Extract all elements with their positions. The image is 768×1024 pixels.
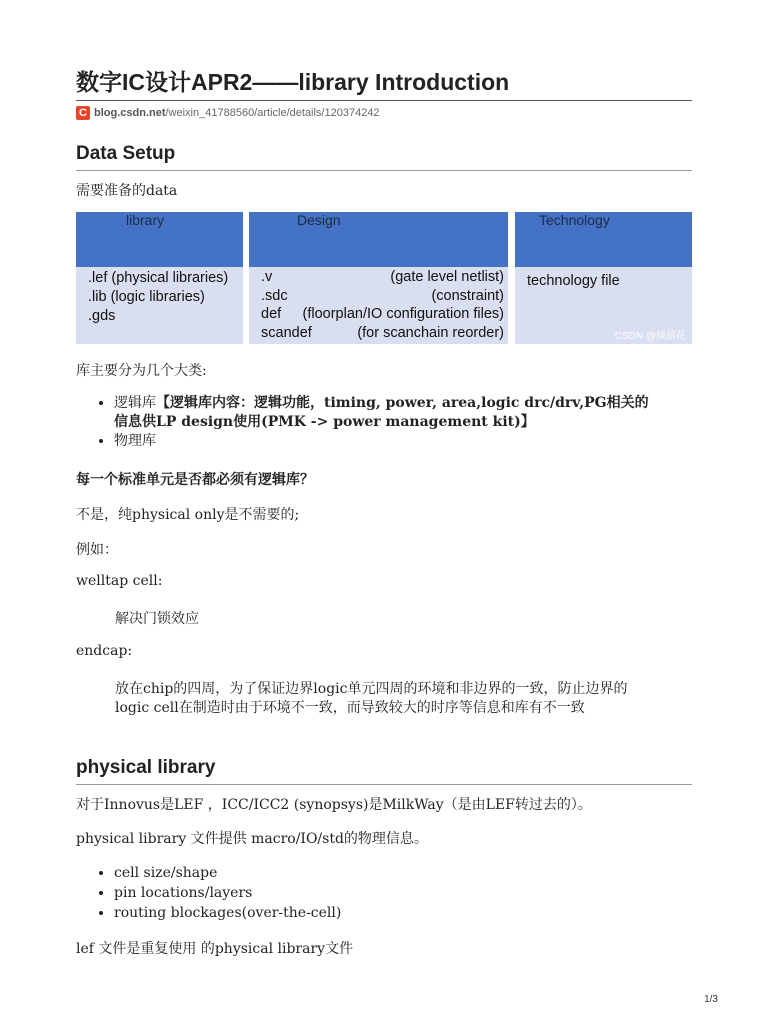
table-cell: .lib (logic libraries) bbox=[88, 289, 205, 305]
table-cell: (floorplan/IO configuration files) bbox=[302, 306, 504, 322]
source-url[interactable] bbox=[76, 106, 380, 120]
example-label: 例如： bbox=[76, 542, 118, 558]
section-divider bbox=[76, 784, 692, 785]
section-heading-data-setup: Data Setup bbox=[76, 143, 176, 164]
list-item: • 逻辑库【逻辑库内容：逻辑功能，timing, power, area,logic drc/drv,PG相关的 信息供LP design使用(PMK -> power management kit)】 bbox=[114, 394, 649, 432]
table-cell: .lef (physical libraries) bbox=[88, 270, 229, 286]
source-path: /weixin_41788560/article/details/120374242 bbox=[165, 107, 380, 119]
list-item: • 物理库 bbox=[114, 432, 649, 451]
endcap-description: logic cell在制造时由于环境不一致，而导致较大的时序等信息和库有不一致 bbox=[115, 700, 585, 716]
data-intro-text: 需要准备的data bbox=[76, 183, 178, 199]
table-cell: scandef bbox=[261, 325, 312, 341]
category-list bbox=[96, 394, 649, 451]
table-cell: (gate level netlist) bbox=[390, 269, 504, 285]
table-cell: .gds bbox=[88, 308, 116, 324]
table-cell: .sdc bbox=[261, 288, 288, 304]
endcap-description: 放在chip的四周，为了保证边界logic单元四周的环境和非边界的一致，防止边界的 bbox=[115, 681, 628, 697]
table-column-library bbox=[76, 212, 243, 344]
categories-intro-text: 库主要分为几个大类: bbox=[76, 363, 207, 379]
table-cell: (for scanchain reorder) bbox=[357, 325, 504, 341]
list-item: • pin locations/layers bbox=[114, 883, 341, 903]
welltap-description: 解决门锁效应 bbox=[115, 611, 199, 627]
table-cell: (constraint) bbox=[431, 288, 504, 304]
table-header-technology: Technology bbox=[539, 212, 610, 228]
table-header-library: library bbox=[126, 212, 165, 228]
section-divider bbox=[76, 170, 692, 171]
welltap-label: welltap cell: bbox=[76, 573, 163, 589]
csdn-logo-icon: C bbox=[76, 106, 90, 120]
source-domain: blog.csdn.net bbox=[94, 107, 166, 119]
table-cell: def bbox=[261, 306, 282, 322]
list-item: • cell size/shape bbox=[114, 863, 341, 883]
physical-library-text: lef 文件是重复使用 的physical library文件 bbox=[76, 941, 354, 957]
table-column-technology bbox=[515, 212, 692, 344]
table-cell: .v bbox=[261, 269, 273, 285]
table-cell: technology file bbox=[527, 273, 620, 289]
section-heading-physical-library: physical library bbox=[76, 757, 216, 778]
table-header-design: Design bbox=[297, 212, 341, 228]
endcap-label: endcap: bbox=[76, 643, 133, 659]
title-divider bbox=[76, 100, 692, 101]
answer-text: 不是，纯physical only是不需要的; bbox=[76, 507, 300, 523]
csdn-watermark: CSDN @摘摘花 bbox=[614, 331, 686, 342]
physical-library-text: physical library 文件提供 macro/IO/std的物理信息。 bbox=[76, 831, 428, 847]
list-item: • routing blockages(over-the-cell) bbox=[114, 903, 341, 923]
question-text: 每一个标准单元是否都必须有逻辑库？ bbox=[76, 472, 314, 488]
data-setup-table bbox=[76, 212, 692, 344]
physical-info-list bbox=[96, 863, 341, 923]
page-number: 1/3 bbox=[704, 994, 718, 1005]
table-column-design bbox=[249, 212, 508, 344]
physical-library-text: 对于Innovus是LEF ，ICC/ICC2 (synopsys)是MilkWay（是由LEF转过去的）。 bbox=[76, 797, 592, 813]
page-title: 数字IC设计APR2——library Introduction bbox=[76, 69, 510, 95]
